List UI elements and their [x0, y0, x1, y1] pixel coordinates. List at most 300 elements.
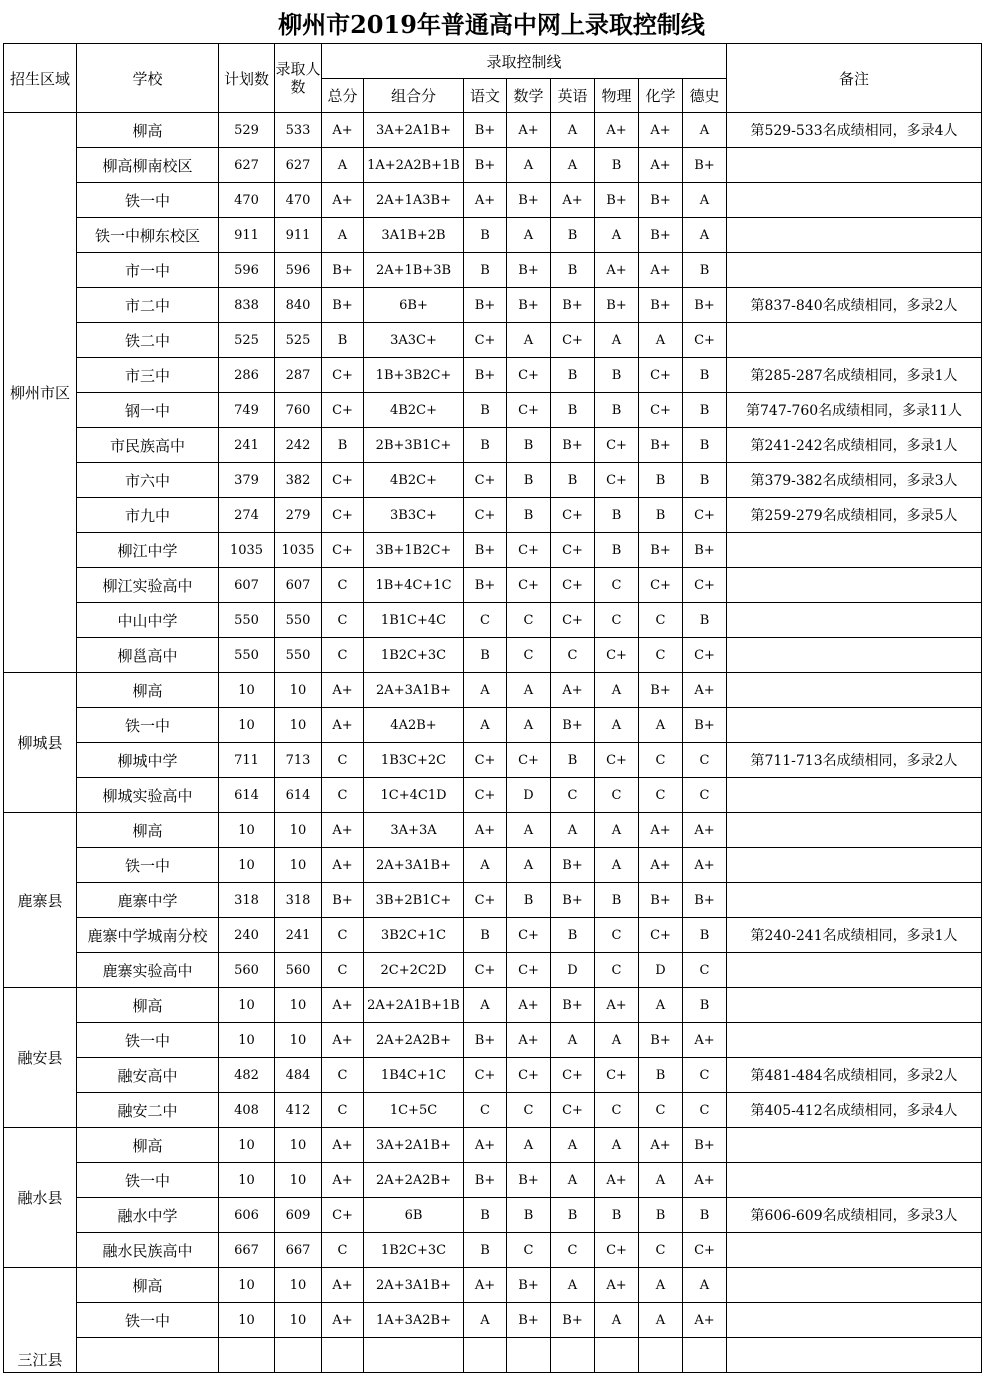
physics-cell: C [595, 778, 639, 813]
english-cell: A [551, 1023, 595, 1058]
table-row [4, 708, 982, 743]
total-score-cell: A+ [322, 113, 364, 148]
plan-cell: 10 [219, 1128, 275, 1163]
note-cell [727, 778, 982, 813]
note-cell [727, 603, 982, 638]
total-score-cell: A+ [322, 1268, 364, 1303]
page-title: 柳州市2019年普通高中网上录取控制线 [278, 10, 705, 39]
school-cell: 柳高 [77, 813, 219, 848]
english-cell: A [551, 148, 595, 183]
english-cell: B [551, 1198, 595, 1233]
english-cell: C+ [551, 603, 595, 638]
chinese-cell: B [464, 638, 507, 673]
note-cell: 第285-287名成绩相同，多录1人 [727, 358, 982, 393]
math-cell: C+ [507, 393, 551, 428]
chinese-cell: B [464, 428, 507, 463]
admitted-cell: 609 [275, 1198, 322, 1233]
morality-history-cell: C+ [683, 638, 727, 673]
combo-score-cell: 3A+3A [364, 813, 464, 848]
note-cell [727, 1303, 982, 1338]
chinese-cell: C+ [464, 323, 507, 358]
english-cell: B+ [551, 708, 595, 743]
note-cell [727, 988, 982, 1023]
plan-cell: 408 [219, 1093, 275, 1128]
table-row [4, 778, 982, 813]
combo-score-cell: 2A+1A3B+ [364, 183, 464, 218]
morality-history-cell: A+ [683, 1303, 727, 1338]
empty-cell [683, 1338, 727, 1373]
admitted-cell: 412 [275, 1093, 322, 1128]
table-row [4, 813, 982, 848]
morality-history-cell: A [683, 1268, 727, 1303]
plan-cell: 10 [219, 813, 275, 848]
note-cell [727, 813, 982, 848]
math-cell: A [507, 708, 551, 743]
admitted-cell: 470 [275, 183, 322, 218]
admitted-cell: 10 [275, 1163, 322, 1198]
math-cell: C+ [507, 743, 551, 778]
morality-history-cell: A [683, 218, 727, 253]
total-score-cell: C+ [322, 358, 364, 393]
table-body [4, 113, 982, 1373]
chemistry-cell: B [639, 498, 683, 533]
school-cell: 柳高 [77, 1268, 219, 1303]
chinese-cell: B+ [464, 148, 507, 183]
admitted-cell: 713 [275, 743, 322, 778]
total-score-cell: C [322, 778, 364, 813]
admitted-cell: 760 [275, 393, 322, 428]
english-cell: B [551, 743, 595, 778]
plan-cell: 711 [219, 743, 275, 778]
math-cell: A [507, 813, 551, 848]
combo-score-cell: 1C+5C [364, 1093, 464, 1128]
empty-cell [364, 1338, 464, 1373]
plan-cell: 10 [219, 1303, 275, 1338]
admitted-cell: 279 [275, 498, 322, 533]
chinese-cell: A+ [464, 813, 507, 848]
chinese-cell: B+ [464, 533, 507, 568]
chinese-cell: B+ [464, 113, 507, 148]
combo-score-cell: 2A+2A2B+ [364, 1023, 464, 1058]
english-cell: A [551, 813, 595, 848]
empty-cell [219, 1338, 275, 1373]
admitted-cell: 242 [275, 428, 322, 463]
school-cell: 铁一中 [77, 1023, 219, 1058]
combo-score-cell: 1A+3A2B+ [364, 1303, 464, 1338]
note-cell: 第711-713名成绩相同，多录2人 [727, 743, 982, 778]
total-score-cell: B+ [322, 883, 364, 918]
empty-cell [275, 1338, 322, 1373]
morality-history-cell: B+ [683, 883, 727, 918]
note-cell [727, 218, 982, 253]
admitted-cell: 10 [275, 988, 322, 1023]
english-cell: B [551, 463, 595, 498]
admitted-cell: 10 [275, 848, 322, 883]
table-row [4, 393, 982, 428]
morality-history-cell: A+ [683, 1163, 727, 1198]
total-score-cell: A [322, 148, 364, 183]
school-cell: 柳江实验高中 [77, 568, 219, 603]
morality-history-cell: C+ [683, 323, 727, 358]
chemistry-cell: B+ [639, 183, 683, 218]
note-cell: 第259-279名成绩相同，多录5人 [727, 498, 982, 533]
chemistry-cell: A+ [639, 848, 683, 883]
morality-history-cell: B+ [683, 148, 727, 183]
table-row [4, 1268, 982, 1303]
note-cell: 第240-241名成绩相同，多录1人 [727, 918, 982, 953]
table-row [4, 1233, 982, 1268]
total-score-cell: B+ [322, 253, 364, 288]
total-score-cell: A+ [322, 848, 364, 883]
table-row [4, 148, 982, 183]
plan-cell: 286 [219, 358, 275, 393]
chemistry-cell: A+ [639, 1128, 683, 1163]
total-score-cell: C+ [322, 498, 364, 533]
combo-score-cell: 3A+2A1B+ [364, 1128, 464, 1163]
chinese-cell: C+ [464, 498, 507, 533]
english-cell: A [551, 113, 595, 148]
region-cell: 融安县 [4, 988, 77, 1128]
school-cell: 铁一中 [77, 1303, 219, 1338]
physics-cell: B+ [595, 288, 639, 323]
school-cell: 市一中 [77, 253, 219, 288]
math-cell: B [507, 498, 551, 533]
physics-cell: B [595, 1198, 639, 1233]
physics-cell: A+ [595, 253, 639, 288]
physics-cell: B+ [595, 183, 639, 218]
table-row [4, 848, 982, 883]
empty-cell [727, 1338, 982, 1373]
chinese-cell: B+ [464, 568, 507, 603]
table-row [4, 218, 982, 253]
english-cell: B+ [551, 883, 595, 918]
physics-cell: B [595, 393, 639, 428]
chemistry-cell: B+ [639, 218, 683, 253]
chemistry-cell: C [639, 1233, 683, 1268]
note-cell [727, 1268, 982, 1303]
chemistry-cell: B [639, 1058, 683, 1093]
morality-history-cell: A [683, 183, 727, 218]
region-cell: 三江县 [4, 1268, 77, 1373]
header-subject: 组合分 [364, 79, 464, 113]
note-cell [727, 1163, 982, 1198]
chinese-cell: A+ [464, 1268, 507, 1303]
note-cell [727, 1128, 982, 1163]
note-cell: 第747-760名成绩相同，多录11人 [727, 393, 982, 428]
total-score-cell: A+ [322, 183, 364, 218]
school-cell: 柳高 [77, 988, 219, 1023]
total-score-cell: A+ [322, 813, 364, 848]
plan-cell: 550 [219, 638, 275, 673]
plan-cell: 667 [219, 1233, 275, 1268]
math-cell: A [507, 673, 551, 708]
combo-score-cell: 4B2C+ [364, 463, 464, 498]
school-cell: 柳高 [77, 1128, 219, 1163]
combo-score-cell: 2A+3A1B+ [364, 1268, 464, 1303]
header-subject: 化学 [639, 79, 683, 113]
total-score-cell: C [322, 638, 364, 673]
admitted-cell: 10 [275, 1023, 322, 1058]
english-cell: A [551, 1163, 595, 1198]
empty-cell [322, 1338, 364, 1373]
admitted-cell: 287 [275, 358, 322, 393]
school-cell: 柳城中学 [77, 743, 219, 778]
school-cell: 融安高中 [77, 1058, 219, 1093]
chemistry-cell: A [639, 988, 683, 1023]
chinese-cell: C+ [464, 1058, 507, 1093]
chemistry-cell: A [639, 323, 683, 358]
total-score-cell: C [322, 568, 364, 603]
admitted-cell: 533 [275, 113, 322, 148]
morality-history-cell: A+ [683, 813, 727, 848]
admitted-cell: 10 [275, 1128, 322, 1163]
physics-cell: A [595, 813, 639, 848]
morality-history-cell: B [683, 358, 727, 393]
math-cell: C [507, 603, 551, 638]
table-row [4, 673, 982, 708]
total-score-cell: C+ [322, 393, 364, 428]
plan-cell: 1035 [219, 533, 275, 568]
english-cell: C+ [551, 1058, 595, 1093]
school-cell: 铁一中 [77, 708, 219, 743]
admitted-cell: 560 [275, 953, 322, 988]
note-cell [727, 638, 982, 673]
chemistry-cell: A [639, 1268, 683, 1303]
physics-cell: C+ [595, 463, 639, 498]
physics-cell: C [595, 1093, 639, 1128]
math-cell: C [507, 638, 551, 673]
school-cell: 柳高 [77, 673, 219, 708]
header-subject: 物理 [595, 79, 639, 113]
table-row [4, 1023, 982, 1058]
table-row [4, 463, 982, 498]
school-cell: 铁二中 [77, 323, 219, 358]
admitted-cell: 10 [275, 673, 322, 708]
math-cell: C+ [507, 1058, 551, 1093]
physics-cell: A [595, 1128, 639, 1163]
chinese-cell: C [464, 603, 507, 638]
chinese-cell: C+ [464, 463, 507, 498]
header-note: 备注 [727, 44, 982, 113]
note-cell: 第405-412名成绩相同，多录4人 [727, 1093, 982, 1128]
math-cell: B [507, 428, 551, 463]
chinese-cell: C+ [464, 743, 507, 778]
combo-score-cell: 6B+ [364, 288, 464, 323]
note-cell: 第529-533名成绩相同，多录4人 [727, 113, 982, 148]
english-cell: B [551, 253, 595, 288]
chinese-cell: C+ [464, 778, 507, 813]
physics-cell: A [595, 848, 639, 883]
morality-history-cell: C [683, 743, 727, 778]
empty-cell [507, 1338, 551, 1373]
plan-cell: 627 [219, 148, 275, 183]
table-row [4, 603, 982, 638]
chemistry-cell: B [639, 463, 683, 498]
physics-cell: C [595, 603, 639, 638]
chemistry-cell: B+ [639, 673, 683, 708]
chinese-cell: A [464, 1303, 507, 1338]
math-cell: A [507, 848, 551, 883]
chemistry-cell: B+ [639, 1023, 683, 1058]
school-cell: 柳高 [77, 113, 219, 148]
combo-score-cell: 3B2C+1C [364, 918, 464, 953]
empty-cell [595, 1338, 639, 1373]
math-cell: C+ [507, 533, 551, 568]
school-cell: 铁一中柳东校区 [77, 218, 219, 253]
chemistry-cell: C+ [639, 393, 683, 428]
plan-cell: 274 [219, 498, 275, 533]
chemistry-cell: A [639, 708, 683, 743]
school-cell: 鹿寨实验高中 [77, 953, 219, 988]
table-row [4, 1058, 982, 1093]
morality-history-cell: B [683, 988, 727, 1023]
total-score-cell: B [322, 428, 364, 463]
chemistry-cell: B+ [639, 428, 683, 463]
math-cell: B+ [507, 253, 551, 288]
region-cell: 融水县 [4, 1128, 77, 1268]
header-subject: 语文 [464, 79, 507, 113]
total-score-cell: C [322, 1093, 364, 1128]
chemistry-cell: C+ [639, 358, 683, 393]
physics-cell: A+ [595, 113, 639, 148]
total-score-cell: C [322, 1233, 364, 1268]
morality-history-cell: A+ [683, 848, 727, 883]
total-score-cell: C [322, 953, 364, 988]
admitted-cell: 10 [275, 1303, 322, 1338]
table-row [4, 918, 982, 953]
header-admitted-text: 录取人数 [275, 60, 321, 96]
chemistry-cell: B+ [639, 288, 683, 323]
math-cell: B [507, 883, 551, 918]
physics-cell: B [595, 358, 639, 393]
morality-history-cell: B+ [683, 533, 727, 568]
english-cell: C+ [551, 323, 595, 358]
math-cell: A [507, 218, 551, 253]
plan-cell: 10 [219, 1023, 275, 1058]
english-cell: B+ [551, 428, 595, 463]
plan-cell: 607 [219, 568, 275, 603]
english-cell: C [551, 1233, 595, 1268]
physics-cell: A+ [595, 1163, 639, 1198]
english-cell: C+ [551, 568, 595, 603]
plan-cell: 379 [219, 463, 275, 498]
total-score-cell: A [322, 218, 364, 253]
english-cell: B [551, 918, 595, 953]
morality-history-cell: B+ [683, 288, 727, 323]
chemistry-cell: A+ [639, 813, 683, 848]
total-score-cell: C [322, 743, 364, 778]
english-cell: B [551, 393, 595, 428]
school-cell: 市三中 [77, 358, 219, 393]
total-score-cell: B+ [322, 288, 364, 323]
combo-score-cell: 3B+1B2C+ [364, 533, 464, 568]
note-cell [727, 253, 982, 288]
total-score-cell: B [322, 323, 364, 358]
math-cell: A [507, 148, 551, 183]
table-row [4, 183, 982, 218]
table-row [4, 638, 982, 673]
admission-table [3, 43, 982, 1373]
physics-cell: C [595, 953, 639, 988]
school-cell: 柳高柳南校区 [77, 148, 219, 183]
admitted-cell: 840 [275, 288, 322, 323]
admitted-cell: 318 [275, 883, 322, 918]
math-cell: C [507, 1233, 551, 1268]
morality-history-cell: B [683, 393, 727, 428]
chinese-cell: A+ [464, 1128, 507, 1163]
table-row [4, 1128, 982, 1163]
table-row [4, 1303, 982, 1338]
plan-cell: 10 [219, 848, 275, 883]
morality-history-cell: B [683, 253, 727, 288]
english-cell: D [551, 953, 595, 988]
morality-history-cell: B [683, 918, 727, 953]
header-subject: 数学 [507, 79, 551, 113]
school-cell: 中山中学 [77, 603, 219, 638]
plan-cell: 550 [219, 603, 275, 638]
table-row [4, 113, 982, 148]
admitted-cell: 1035 [275, 533, 322, 568]
plan-cell: 525 [219, 323, 275, 358]
physics-cell: C+ [595, 1233, 639, 1268]
total-score-cell: C [322, 918, 364, 953]
school-cell: 铁一中 [77, 183, 219, 218]
region-cell: 柳城县 [4, 673, 77, 813]
chemistry-cell: C [639, 778, 683, 813]
chinese-cell: A [464, 708, 507, 743]
note-cell: 第379-382名成绩相同，多录3人 [727, 463, 982, 498]
morality-history-cell: B+ [683, 708, 727, 743]
chinese-cell: A+ [464, 183, 507, 218]
table-row [4, 988, 982, 1023]
math-cell: C+ [507, 358, 551, 393]
physics-cell: B [595, 148, 639, 183]
total-score-cell: C [322, 603, 364, 638]
table-row [4, 533, 982, 568]
total-score-cell: A+ [322, 1023, 364, 1058]
chinese-cell: B [464, 1198, 507, 1233]
total-score-cell: A+ [322, 1128, 364, 1163]
empty-cell [77, 1338, 219, 1373]
english-cell: B+ [551, 988, 595, 1023]
english-cell: A+ [551, 183, 595, 218]
table-row [4, 883, 982, 918]
combo-score-cell: 3A3C+ [364, 323, 464, 358]
math-cell: A [507, 1128, 551, 1163]
chinese-cell: A [464, 988, 507, 1023]
physics-cell: A [595, 673, 639, 708]
chemistry-cell: A [639, 1303, 683, 1338]
table-row [4, 358, 982, 393]
table-row [4, 1093, 982, 1128]
note-cell [727, 568, 982, 603]
chemistry-cell: B+ [639, 883, 683, 918]
english-cell: B+ [551, 848, 595, 883]
math-cell: A+ [507, 1023, 551, 1058]
chinese-cell: B [464, 1233, 507, 1268]
math-cell: B+ [507, 183, 551, 218]
note-cell [727, 953, 982, 988]
math-cell: C+ [507, 953, 551, 988]
note-cell [727, 183, 982, 218]
morality-history-cell: C [683, 953, 727, 988]
morality-history-cell: C+ [683, 1233, 727, 1268]
header-control-line: 录取控制线 [322, 44, 727, 79]
region-cell: 柳州市区 [4, 113, 77, 673]
math-cell: B+ [507, 1163, 551, 1198]
table-row [4, 288, 982, 323]
combo-score-cell: 1A+2A2B+1B [364, 148, 464, 183]
